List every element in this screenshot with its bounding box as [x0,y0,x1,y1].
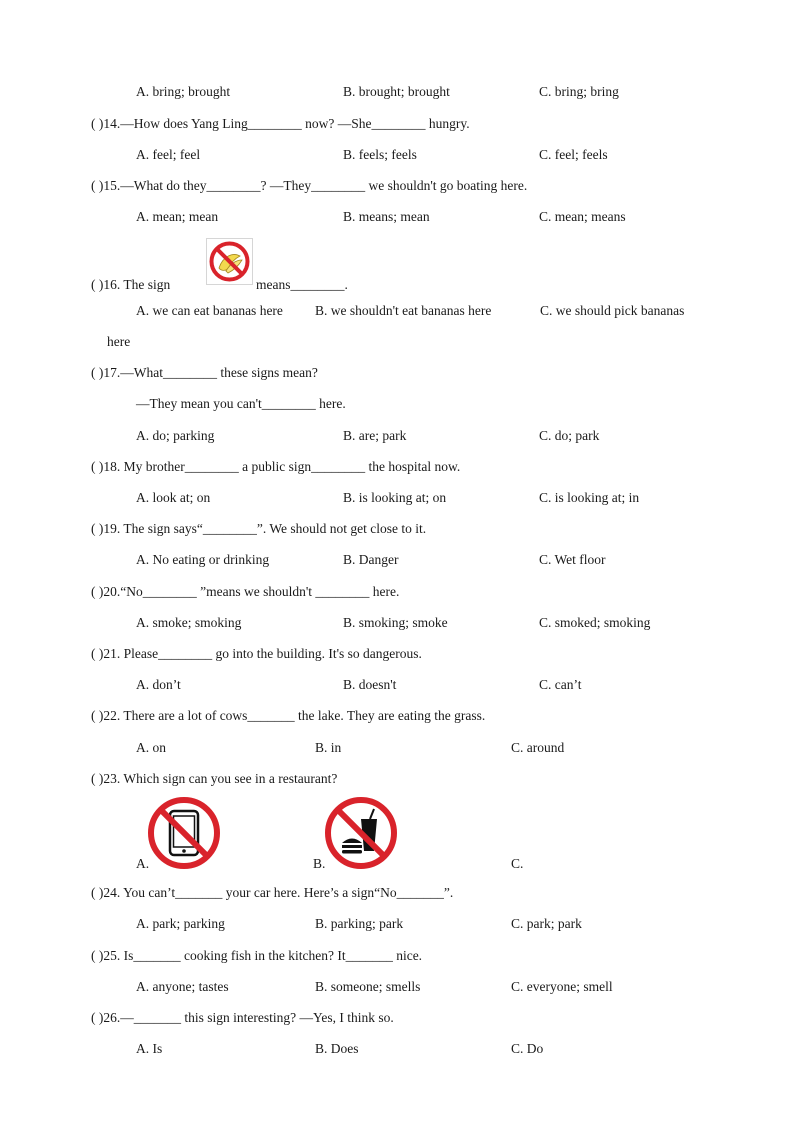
option-b: B. someone; smells [315,979,421,994]
option-b: B. brought; brought [343,84,450,99]
option-b: B. means; mean [343,209,430,224]
option-c: C. we should pick bananas [540,303,685,318]
option-c: C. everyone; smell [511,979,613,994]
option-c: C. [511,856,524,871]
question-16-prefix: ( )16. The sign [91,277,171,292]
question-16-suffix: means________. [256,277,348,292]
option-b: B. Does [315,1041,359,1056]
question-15: ( )15.—What do they________? —They________ we shouldn't go boating here. [91,178,528,193]
option-c: C. around [511,740,565,755]
option-a: A. anyone; tastes [136,979,229,994]
option-c: C. Do [511,1041,544,1056]
option-a: A. park; parking [136,916,225,931]
option-c: C. feel; feels [539,147,608,162]
option-c: C. park; park [511,916,582,931]
question-24: ( )24. You can’t_______ your car here. Here’s a sign“No_______”. [91,885,454,900]
option-a: A. we can eat bananas here [136,303,283,318]
option-a: A. do; parking [136,428,215,443]
no-banana-sign-icon [206,238,253,285]
option-c: C. is looking at; in [539,490,640,505]
question-19: ( )19. The sign says“________”. We should not get close to it. [91,521,427,536]
option-b: B. parking; park [315,916,404,931]
option-a: A. [136,856,150,871]
question-18: ( )18. My brother________ a public sign________ the hospital now. [91,459,461,474]
question-23: ( )23. Which sign can you see in a restaurant? [91,771,338,786]
option-c: C. Wet floor [539,552,606,567]
option-a: A. Is [136,1041,163,1056]
option-c: C. can’t [539,677,582,692]
option-continuation: here [107,334,131,349]
option-b: B. doesn't [343,677,397,692]
option-a: A. mean; mean [136,209,219,224]
no-food-drink-sign-icon [325,797,397,869]
question-14: ( )14.—How does Yang Ling________ now? —She________ hungry. [91,116,470,131]
question-22: ( )22. There are a lot of cows_______ the lake. They are eating the grass. [91,708,486,723]
option-b: B. are; park [343,428,407,443]
option-b: B. Danger [343,552,399,567]
option-a: A. look at; on [136,490,211,505]
option-b: B. is looking at; on [343,490,447,505]
option-a: A. don’t [136,677,181,692]
question-26: ( )26.—_______ this sign interesting? —Yes, I think so. [91,1010,394,1025]
option-a: A. bring; brought [136,84,231,99]
option-b: B. we shouldn't eat bananas here [315,303,492,318]
option-b: B. in [315,740,342,755]
option-a: A. smoke; smoking [136,615,242,630]
option-a: A. No eating or drinking [136,552,270,567]
no-phone-sign-icon [148,797,220,869]
option-c: C. bring; bring [539,84,619,99]
question-21: ( )21. Please________ go into the building. It's so dangerous. [91,646,422,661]
question-17: ( )17.—What________ these signs mean? [91,365,318,380]
question-20: ( )20.“No________ ”means we shouldn't ________ here. [91,584,400,599]
option-c: C. mean; means [539,209,626,224]
option-a: A. on [136,740,166,755]
question-17-answer-line: —They mean you can't________ here. [136,396,346,411]
question-25: ( )25. Is_______ cooking fish in the kitchen? It_______ nice. [91,948,423,963]
option-c: C. smoked; smoking [539,615,651,630]
option-b: B. feels; feels [343,147,417,162]
option-a: A. feel; feel [136,147,201,162]
option-c: C. do; park [539,428,600,443]
option-b: B. smoking; smoke [343,615,448,630]
option-b: B. [313,856,326,871]
